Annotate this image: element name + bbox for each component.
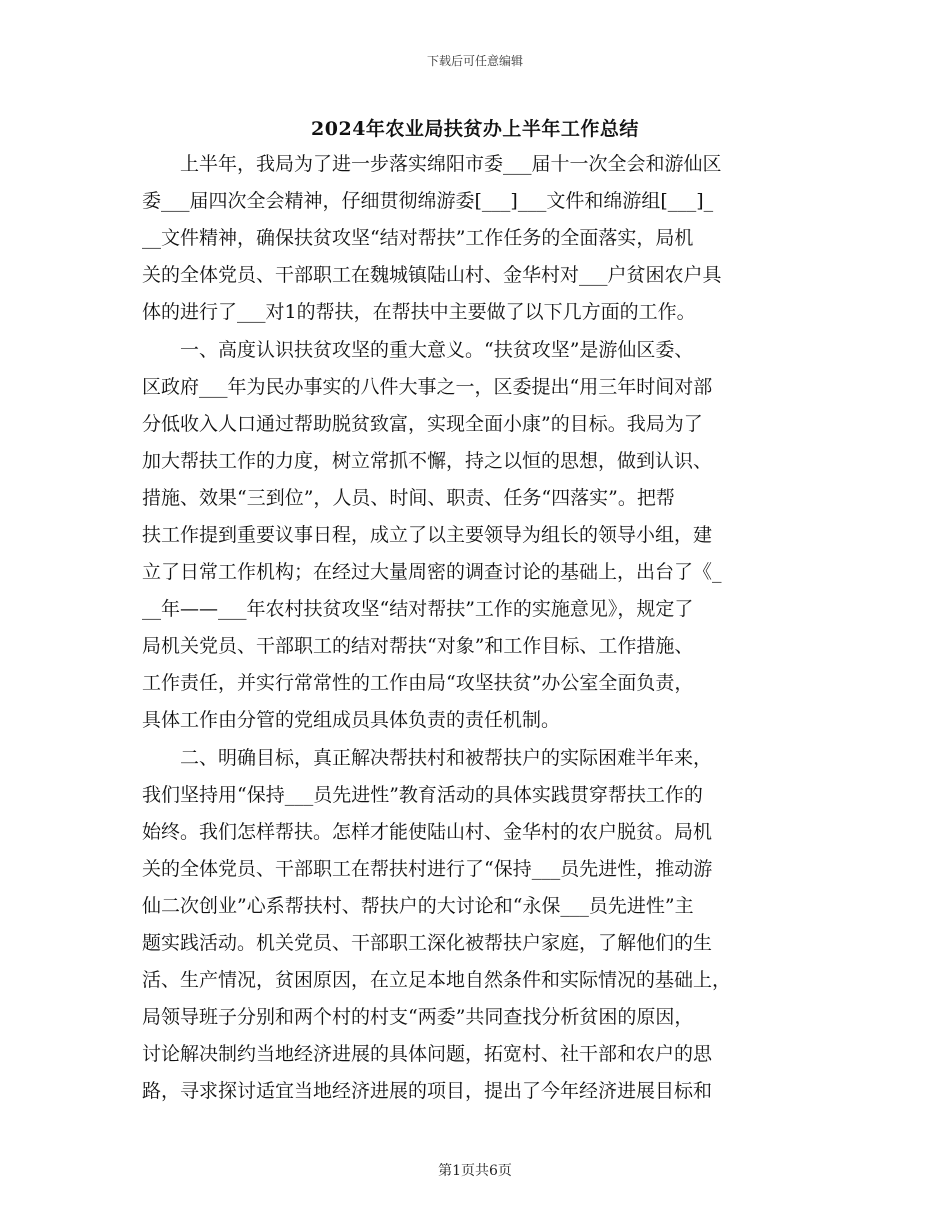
body-line: 具体工作由分管的党组成员具体负责的责任机制。: [142, 709, 561, 731]
body-line: 始终。我们怎样帮扶。怎样才能使陆山村、金华村的农户脱贫。局机: [142, 821, 713, 843]
body-line: 局领导班子分别和两个村的村支“两委”共同查找分析贫困的原因，: [142, 1006, 694, 1028]
body-line: 立了日常工作机构；在经过大量周密的调查讨论的基础上，出台了《_: [142, 561, 722, 583]
body-line: 区政府___年为民办事实的八件大事之一，区委提出“用三年时间对部: [142, 376, 713, 398]
body-line: 分低收入人口通过帮助脱贫致富，实现全面小康”的目标。我局为了: [142, 413, 703, 435]
body-line: 体的进行了___对1的帮扶，在帮扶中主要做了以下几方面的工作。: [142, 301, 696, 323]
body-line: 一、高度认识扶贫攻坚的重大意义。“扶贫攻坚”是游仙区委、: [180, 339, 694, 361]
body-line: 讨论解决制约当地经济进展的具体问题，拓宽村、社干部和农户的思: [142, 1043, 713, 1065]
body-line: 路，寻求探讨适宜当地经济进展的项目，提出了今年经济进展目标和: [142, 1080, 713, 1102]
body-line: 关的全体党员、干部职工在魏城镇陆山村、金华村对___户贫困农户具: [142, 264, 722, 286]
page-header-note: 下载后可任意编辑: [426, 54, 523, 68]
body-line: __文件精神，确保扶贫攻坚“结对帮扶”工作任务的全面落实，局机: [142, 227, 694, 249]
body-line: 委___届四次全会精神，仔细贯彻绵游委[___]___文件和绵游组[___]_: [142, 190, 714, 212]
body-line: 二、明确目标，真正解决帮扶村和被帮扶户的实际困难半年来，: [180, 747, 713, 769]
body-line: 扶工作提到重要议事日程，成立了以主要领导为组长的领导小组，建: [142, 524, 713, 546]
body-line: 题实践活动。机关党员、干部职工深化被帮扶户家庭，了解他们的生: [142, 932, 713, 954]
body-line: 加大帮扶工作的力度，树立常抓不懈，持之以恒的思想，做到认识、: [142, 450, 713, 472]
body-line: 措施、效果“三到位”，人员、时间、职责、任务“四落实”。把帮: [142, 487, 675, 509]
body-line: 仙二次创业”心系帮扶村、帮扶户的大讨论和“永保___员先进性”主: [142, 895, 694, 917]
document-title: 2024年农业局扶贫办上半年工作总结: [311, 118, 639, 140]
body-line: 局机关党员、干部职工的结对帮扶“对象”和工作目标、工作措施、: [142, 635, 694, 657]
page-number: 第1页共6页: [438, 1163, 512, 1179]
body-line: __年——___年农村扶贫攻坚“结对帮扶”工作的实施意见》，规定了: [142, 598, 694, 620]
body-line: 活、生产情况，贫困原因，在立足本地自然条件和实际情况的基础上，: [142, 969, 732, 991]
body-line: 工作责任，并实行常常性的工作由局“攻坚扶贫”办公室全面负责，: [142, 672, 694, 694]
body-line: 上半年，我局为了进一步落实绵阳市委___届十一次全会和游仙区: [180, 153, 722, 175]
body-line: 关的全体党员、干部职工在帮扶村进行了“保持___员先进性，推动游: [142, 858, 713, 880]
body-line: 我们坚持用“保持___员先进性”教育活动的具体实践贯穿帮扶工作的: [142, 784, 703, 806]
